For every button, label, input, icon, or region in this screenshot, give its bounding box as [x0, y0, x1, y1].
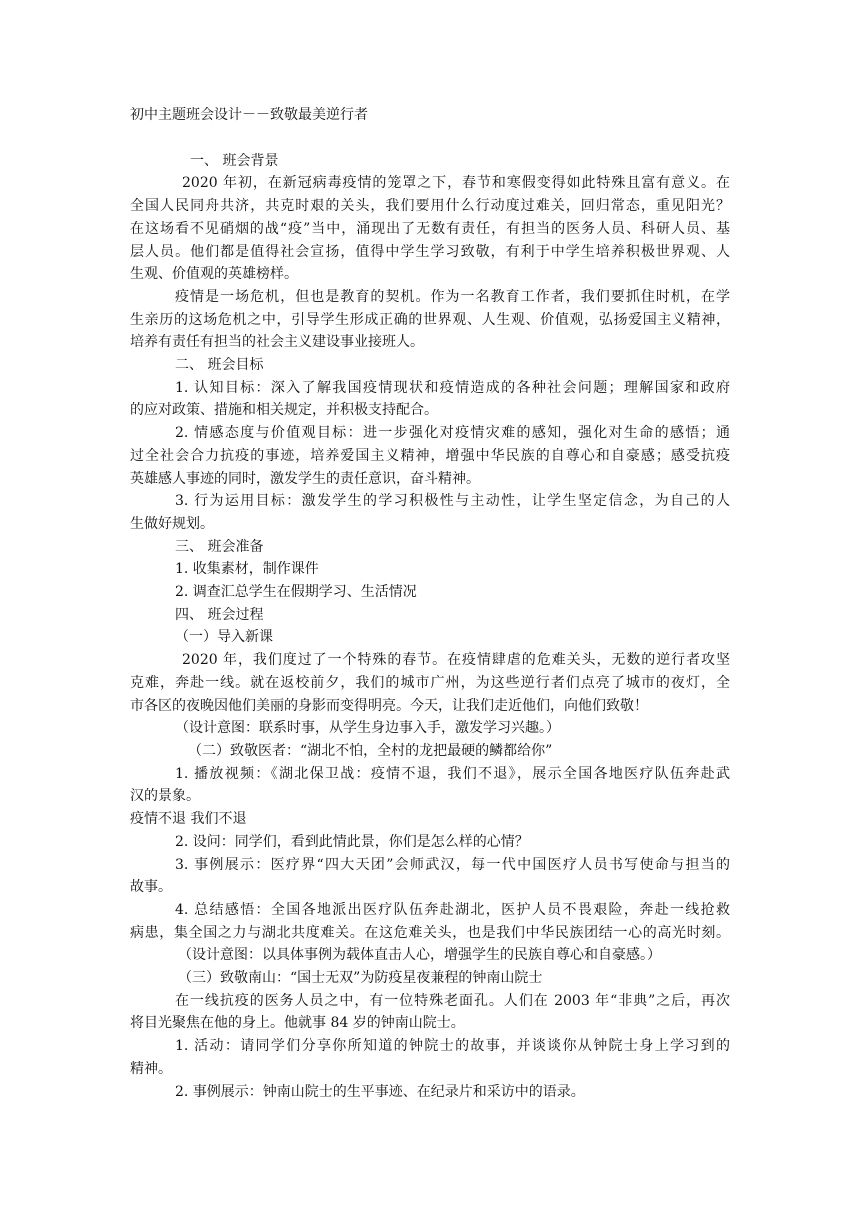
text-line: 全国人民同舟共济，共克时艰的关头，我们要用什么行动度过难关，回归常态，重见阳光？	[130, 198, 730, 215]
text-line: （设计意图：以具体事例为载体直击人心，增强学生的民族自尊心和自豪感。）	[178, 947, 661, 964]
text-line: 的应对政策、措施和相关规定，并积极支持配合。	[130, 402, 438, 419]
text-line: 生做好规划。	[130, 515, 214, 532]
text-line: 4. 总结感悟：全国各地派出医疗队伍奔赴湖北，医护人员不畏艰险，奔赴一线抢救	[175, 901, 730, 918]
text-line: （设计意图：联系时事，从学生身边事入手，激发学习兴趣。）	[175, 720, 560, 737]
text-line: 1. 认知目标：深入了解我国疫情现状和疫情造成的各种社会问题；理解国家和政府	[175, 379, 730, 396]
text-line: 克难，奔赴一线。就在返校前夕，我们的城市广州，为这些逆行者们点亮了城市的夜灯，全	[130, 674, 730, 691]
text-line: （三）致敬南山：“国士无双”为防疫星夜兼程的钟南山院士	[178, 970, 543, 987]
text-line: 在一线抗疫的医务人员之中，有一位特殊老面孔。人们在 2003 年“非典”之后，再次	[175, 992, 730, 1009]
text-line: 二、 班会目标	[175, 357, 264, 374]
text-line: 市各区的夜晚因他们美丽的身影而变得明亮。今天，让我们走近他们，向他们致敬！	[130, 697, 648, 714]
document-body	[130, 150, 730, 1104]
text-line: 四、 班会过程	[175, 606, 264, 623]
text-line: 英雄感人事迹的同时，激发学生的责任意识，奋斗精神。	[130, 470, 480, 487]
text-line: 生亲历的这场危机之中，引导学生形成正确的世界观、人生观、价值观，弘扬爱国主义精神，	[130, 311, 730, 328]
text-line: 2020 年，我们度过了一个特殊的春节。在疫情肆虐的危难关头，无数的逆行者攻坚	[182, 652, 730, 669]
text-line: 三、 班会准备	[175, 538, 264, 555]
text-line: 2. 调查汇总学生在假期学习、生活情况	[175, 584, 417, 601]
text-line: 精神。	[130, 1060, 172, 1077]
text-line: 3. 行为运用目标：激发学生的学习积极性与主动性，让学生坚定信念，为自己的人	[175, 493, 730, 510]
text-line: 疫情是一场危机，但也是教育的契机。作为一名教育工作者，我们要抓住时机，在学	[175, 288, 730, 305]
text-line: 2. 情感态度与价值观目标：进一步强化对疫情灾难的感知，强化对生命的感悟；通	[175, 425, 730, 442]
text-line: 1. 收集素材，制作课件	[175, 561, 319, 578]
text-line: 故事。	[130, 879, 172, 896]
text-line: 将目光聚焦在他的身上。他就事 84 岁的钟南山院士。	[130, 1015, 465, 1032]
text-line: 2. 事例展示：钟南山院士的生平事迹、在纪录片和采访中的语录。	[175, 1083, 585, 1100]
text-line: 疫情不退 我们不退	[130, 811, 247, 828]
document-title: 初中主题班会设计－－致敬最美逆行者	[130, 107, 368, 123]
text-line: 过全社会合力抗疫的事迹，培养爱国主义精神，增强中华民族的自尊心和自豪感；感受抗疫	[130, 447, 730, 464]
text-line: 一、 班会背景	[190, 152, 279, 169]
text-line: 1. 播放视频：《湖北保卫战：疫情不退，我们不退》，展示全国各地医疗队伍奔赴武	[175, 765, 730, 782]
text-line: （二）致敬医者：“湖北不怕，全村的龙把最硬的鳞都给你”	[188, 742, 553, 759]
text-line: 3. 事例展示：医疗界“四大天团”会师武汉，每一代中国医疗人员书写使命与担当的	[175, 856, 730, 873]
text-line: 病患，集全国之力与湖北共度难关。在这危难关头，也是我们中华民族团结一心的高光时刻。	[130, 924, 730, 941]
text-line: 在这场看不见硝烟的战“疫”当中，涌现出了无数有责任，有担当的医务人员、科研人员、基	[130, 220, 730, 237]
text-line: 1. 活动：请同学们分享你所知道的钟院士的故事，并谈谈你从钟院士身上学习到的	[175, 1038, 730, 1055]
text-line: 2020 年初，在新冠病毒疫情的笼罩之下，春节和寒假变得如此特殊且富有意义。在	[182, 175, 730, 192]
document-page	[130, 104, 730, 1103]
text-line: 汉的景象。	[130, 788, 200, 805]
text-line: 2. 设问：同学们，看到此情此景，你们是怎么样的心情？	[175, 833, 529, 850]
text-line: 培养有责任有担当的社会主义建设事业接班人。	[130, 334, 424, 351]
text-line: 层人员。他们都是值得社会宣扬，值得中学生学习致敬，有利于中学生培养积极世界观、人	[130, 243, 730, 260]
text-line: （一）导入新课	[175, 629, 273, 646]
text-line: 生观、价值观的英雄榜样。	[130, 266, 298, 283]
